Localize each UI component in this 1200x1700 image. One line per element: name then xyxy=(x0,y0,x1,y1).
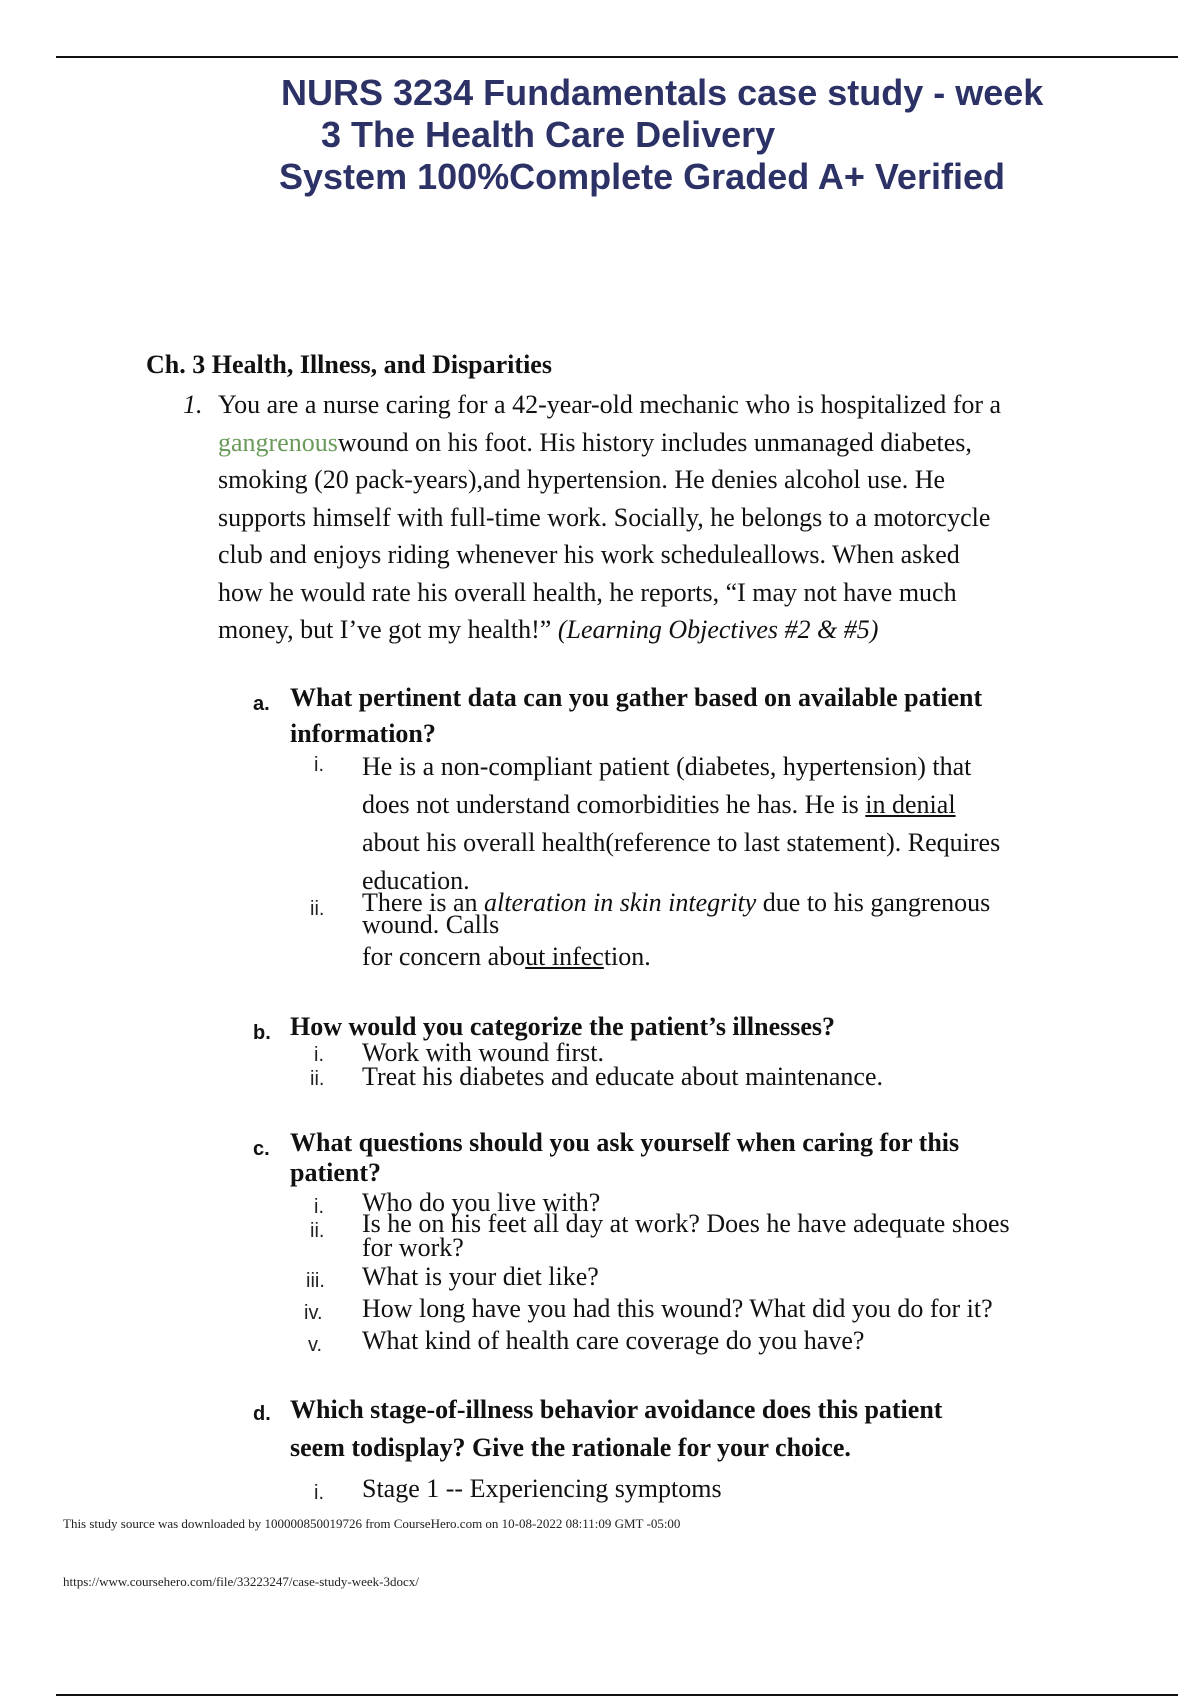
bottom-rule xyxy=(56,1694,1178,1696)
learning-objectives: (Learning Objectives #2 & #5) xyxy=(557,615,879,644)
answer-line: He is a non-compliant patient (diabetes, hypertension) that xyxy=(362,752,972,781)
answer-line: Is he on his feet all day at work? Does he have adequate shoes xyxy=(362,1209,1010,1238)
answer-item: How long have you had this wound? What did you do for it? xyxy=(362,1294,993,1323)
question-line: You are a nurse caring for a 42-year-old mechanic who is hospitalized for a xyxy=(218,390,1002,419)
answer-item xyxy=(362,888,991,971)
answer-line: education. xyxy=(362,866,470,895)
question-line: club and enjoys riding whenever his work scheduleallows. When asked xyxy=(218,540,960,569)
item-label: i. xyxy=(314,1196,324,1218)
source-url[interactable]: https://www.coursehero.com/file/33223247/case-study-week-3docx/ xyxy=(63,1574,419,1589)
part-question-line: information? xyxy=(290,719,436,748)
item-label: ii. xyxy=(310,1068,325,1090)
underlined-term: ut infec xyxy=(525,942,604,971)
answer-item: Treat his diabetes and educate about maintenance. xyxy=(362,1062,884,1091)
answer-item: Work with wound first. xyxy=(362,1038,604,1067)
question-text xyxy=(218,386,1088,649)
answer-text: There is an xyxy=(362,888,485,917)
part-question xyxy=(290,683,1070,749)
answer-line xyxy=(362,942,990,971)
answer-text: due to his gangrenous xyxy=(756,888,991,917)
part-letter: d. xyxy=(253,1403,271,1425)
italic-term: alteration in skin integrity xyxy=(484,888,757,917)
part-question-line: seem todisplay? Give the rationale for your choice. xyxy=(290,1433,851,1462)
answer-line xyxy=(362,786,1000,824)
answer-text: tion. xyxy=(603,942,651,971)
question-line-text: money, but I’ve got my health!” xyxy=(218,615,552,644)
answer-item: Stage 1 -- Experiencing symptoms xyxy=(362,1474,722,1503)
item-label: i. xyxy=(314,1044,324,1066)
item-label: i. xyxy=(314,754,324,776)
answer-item: What is your diet like? xyxy=(362,1262,599,1291)
answer-text: does not understand comorbidities he has. He is xyxy=(362,790,866,819)
title-line-1: NURS 3234 Fundamentals case study - week xyxy=(281,72,1044,113)
question-line xyxy=(218,424,1088,462)
title-line-3: System 100%Complete Graded A+ Verified xyxy=(279,156,1005,197)
question-line: how he would rate his overall health, he reports, “I may not have much xyxy=(218,577,957,607)
highlighted-term: gangrenous xyxy=(218,427,338,457)
part-question-line: What pertinent data can you gather based on available patient xyxy=(290,683,983,712)
part-question-line: patient? xyxy=(290,1158,381,1187)
part-question: How would you categorize the patient’s illnesses? xyxy=(290,1012,835,1041)
part-letter: c. xyxy=(253,1138,270,1160)
answer-line: about his overall health(reference to last statement). Requires xyxy=(362,828,1001,857)
part-letter: b. xyxy=(253,1022,271,1044)
item-label: i. xyxy=(314,1482,324,1504)
part-question xyxy=(290,1128,1070,1188)
item-label: ii. xyxy=(310,898,325,920)
item-label: v. xyxy=(308,1334,323,1356)
answer-line: wound. Calls xyxy=(362,910,500,939)
top-rule xyxy=(56,56,1178,58)
answer-item: What kind of health care coverage do you have? xyxy=(362,1326,865,1355)
question-line: supports himself with full-time work. Socially, he belongs to a motorcycle xyxy=(218,502,991,532)
part-question xyxy=(290,1391,1070,1467)
part-letter: a. xyxy=(253,693,270,715)
item-label: iii. xyxy=(306,1270,325,1292)
part-question-line: Which stage-of-illness behavior avoidance does this patient xyxy=(290,1395,943,1424)
part-question-line: What questions should you ask yourself when caring for this xyxy=(290,1128,960,1157)
download-notice: This study source was downloaded by 100000850019726 from CourseHero.com on 10-08-2022 08:11:09 GMT -05:00 xyxy=(63,1516,681,1531)
question-line xyxy=(218,611,1088,649)
title-line-2: 3 The Health Care Delivery xyxy=(321,114,776,155)
answer-text: for concern abo xyxy=(362,942,526,971)
answer-item xyxy=(362,748,1000,900)
underlined-term: in denial xyxy=(865,790,956,819)
question-number: 1. xyxy=(183,390,203,419)
answer-item xyxy=(362,1209,1010,1262)
question-line: smoking (20 pack-years),and hypertension. He denies alcohol use. He xyxy=(218,465,946,494)
question-line-rest: wound on his foot. His history includes unmanaged diabetes, xyxy=(337,427,972,457)
chapter-heading: Ch. 3 Health, Illness, and Disparities xyxy=(146,350,552,379)
item-label: iv. xyxy=(304,1302,323,1324)
answer-line: for work? xyxy=(362,1233,464,1262)
answer-item: Who do you live with? xyxy=(362,1188,601,1217)
item-label: ii. xyxy=(310,1220,325,1242)
